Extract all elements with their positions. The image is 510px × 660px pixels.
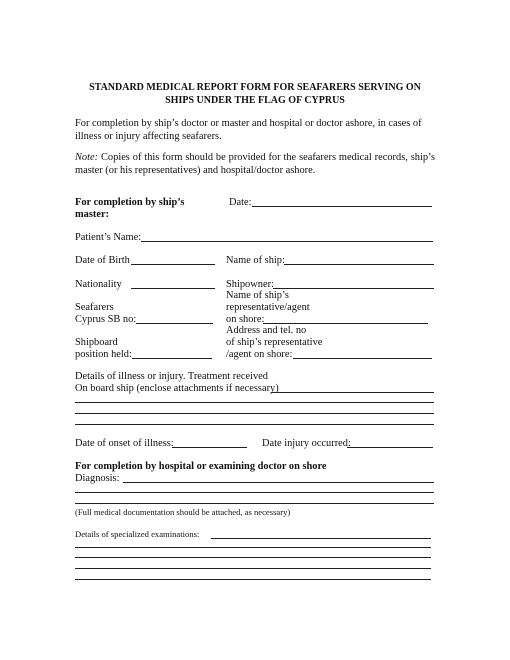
cyprus-sb-no-field[interactable]: [136, 323, 213, 324]
specialized-exams-field[interactable]: [211, 538, 431, 539]
illness-details-line[interactable]: [75, 413, 434, 414]
position-label-line-1: Shipboard: [75, 337, 118, 348]
ship-rep-label-line-3: on shore:: [226, 314, 265, 325]
nationality-field[interactable]: [131, 288, 215, 289]
diagnosis-line[interactable]: [75, 492, 434, 493]
shipowner-field[interactable]: [273, 288, 434, 289]
illness-details-line[interactable]: [75, 402, 434, 403]
illness-details-line[interactable]: [75, 424, 434, 425]
shipowner-label: Shipowner:: [226, 279, 274, 290]
master-section-heading-line-2: master:: [75, 209, 110, 220]
address-label-line-2: of ship’s representative: [226, 337, 323, 348]
specialized-exams-label: Details of specialized examinations:: [75, 529, 200, 539]
ship-rep-label-line-2: representative/agent: [226, 302, 310, 313]
diagnosis-field[interactable]: [123, 482, 434, 483]
address-label-line-1: Address and tel. no: [226, 325, 307, 336]
injury-date-field[interactable]: [347, 447, 433, 448]
illness-label-line-1: Details of illness or injury. Treatment received: [75, 371, 268, 382]
address-field[interactable]: [293, 358, 432, 359]
documentation-note: (Full medical documentation should be attached, as necessary): [75, 507, 291, 517]
position-label-line-2: position held:: [75, 349, 132, 360]
address-label-line-3: /agent on shore:: [226, 349, 293, 360]
note-paragraph: [75, 151, 435, 177]
intro-paragraph: For completion by ship’s doctor or master and hospital or doctor ashore, in cases of illness or injury affecting seafarers.: [75, 118, 422, 142]
specialized-exams-line[interactable]: [75, 547, 431, 548]
date-label: Date:: [229, 197, 252, 208]
specialized-exams-line[interactable]: [75, 568, 431, 569]
date-of-birth-field[interactable]: [131, 264, 215, 265]
specialized-exams-line[interactable]: [75, 579, 431, 580]
illness-details-field[interactable]: [271, 392, 434, 393]
patient-name-field[interactable]: [141, 241, 433, 242]
note-label: Note:: [75, 152, 99, 163]
diagnosis-line[interactable]: [75, 503, 434, 504]
ship-name-field[interactable]: [284, 264, 434, 265]
illness-label-line-2: On board ship (enclose attachments if necessary): [75, 383, 279, 394]
diagnosis-label: Diagnosis:: [75, 473, 120, 484]
ship-name-label: Name of ship:: [226, 255, 285, 266]
note-text: Copies of this form should be provided for the seafarers medical records, ship’s master (or his representatives) and hospital/doctor ashore.: [75, 152, 435, 176]
date-of-birth-label: Date of Birth: [75, 255, 130, 266]
seafarers-label-line-2: Cyprus SB no:: [75, 314, 137, 325]
ship-rep-label-line-1: Name of ship’s: [226, 290, 289, 301]
form-title-line-2: SHIPS UNDER THE FLAG OF CYPRUS: [165, 95, 345, 106]
onset-date-field[interactable]: [172, 447, 247, 448]
date-field[interactable]: [252, 206, 432, 207]
specialized-exams-line[interactable]: [75, 557, 431, 558]
onset-date-label: Date of onset of illness:: [75, 438, 174, 449]
position-held-field[interactable]: [132, 358, 212, 359]
injury-date-label: Date injury occurred:: [262, 438, 351, 449]
nationality-label: Nationality: [75, 279, 122, 290]
ship-rep-field[interactable]: [263, 323, 428, 324]
form-title-line-1: STANDARD MEDICAL REPORT FORM FOR SEAFARERS SERVING ON: [89, 82, 421, 93]
hospital-section-heading: For completion by hospital or examining doctor on shore: [75, 461, 327, 472]
seafarers-label-line-1: Seafarers: [75, 302, 114, 313]
master-section-heading-line-1: For completion by ship’s: [75, 197, 185, 208]
patient-name-label: Patient’s Name:: [75, 232, 142, 243]
